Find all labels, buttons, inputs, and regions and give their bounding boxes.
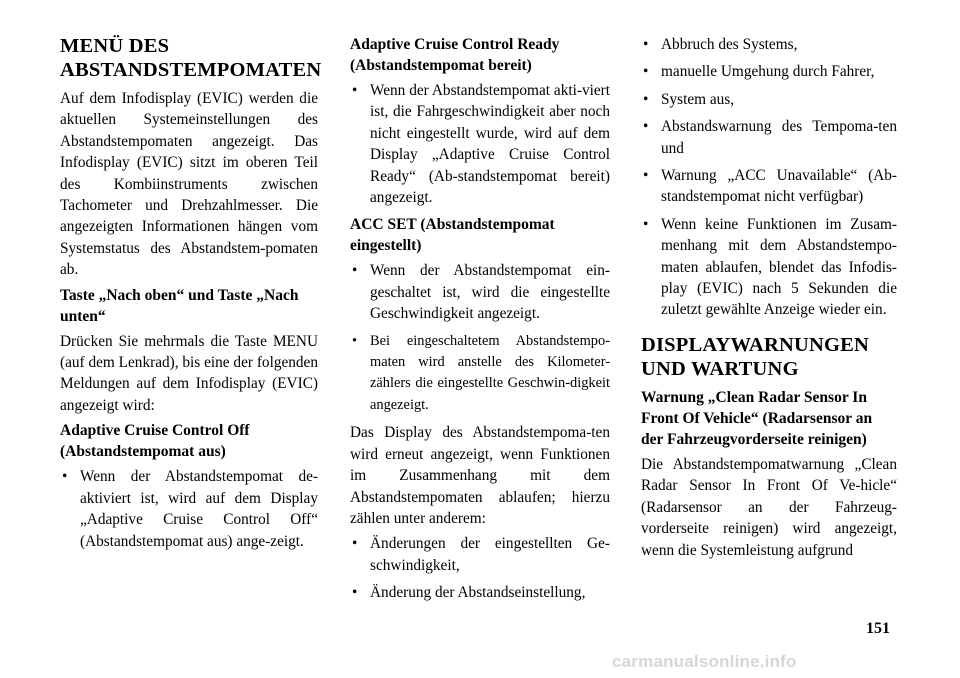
menu-instructions: Drücken Sie mehrmals die Taste MENU (auf dem Lenkrad), bis eine der folgenden Meldungen auf dem Infodisplay (EVIC) angezeigt wird: xyxy=(60,332,318,414)
section-title-warnings: DISPLAYWARNUNGEN UND WARTUNG xyxy=(641,333,869,380)
list-item: • System aus, xyxy=(641,89,897,110)
list-item: • manuelle Umgehung durch Fahrer, xyxy=(641,61,897,82)
list-item: • Bei eingeschaltetem Abstandstempo-maten wird anstelle des Kilometer-zählers die eingestellte Geschwin-digkeit angezeigt. xyxy=(350,331,610,417)
list-item: • Abstandswarnung des Tempoma-ten und xyxy=(641,116,897,159)
page-number: 151 xyxy=(866,620,890,637)
list-item: • Wenn der Abstandstempomat ein-geschaltet ist, wird die eingestellte Geschwindigkeit angezeigt. xyxy=(350,260,610,324)
subheading-up-down: Taste „Nach oben“ und Taste „Nach unten“ xyxy=(60,286,299,325)
watermark: carmanualsonline.info xyxy=(612,652,797,671)
list-item: • Wenn keine Funktionen im Zusam-menhang mit dem Abstandstempo-maten ablaufen, blendet das Infodis-play (EVIC) nach 5 Sekunden die zuletzt gewählte Anzeige wieder ein. xyxy=(641,214,897,321)
intro-paragraph: Auf dem Infodisplay (EVIC) werden die aktuellen Systemeinstellungen des Abstandstempomaten angezeigt. Das Infodisplay (EVIC) sitzt im oberen Teil des Kombiinstruments zwischen Tachometer und Drehzahlmesser. Die angezeigten Informationen hängen vom Systemstatus des Abstandstem-pomaten ab. xyxy=(60,90,318,279)
list-item: • Abbruch des Systems, xyxy=(641,34,897,55)
acc-set-list xyxy=(350,260,610,416)
heading-acc-off: Adaptive Cruise Control Off (Abstandstempomat aus) xyxy=(60,422,250,461)
heading-acc-set: ACC SET (Abstandstempomat eingestellt) xyxy=(350,216,555,255)
function-list xyxy=(350,533,610,603)
column-3 xyxy=(641,34,897,565)
heading-clean-radar: Warnung „Clean Radar Sensor In Front Of Vehicle“ (Radarsensor an der Fahrzeugvorderseite reinigen) xyxy=(641,388,873,448)
redisplay-paragraph: Das Display des Abstandstempoma-ten wird erneut angezeigt, wenn Funktionen im Zusammenhang mit dem Abstandstempomaten ablaufen; hierzu zählen unter anderem: xyxy=(350,424,610,527)
list-item: • Wenn der Abstandstempomat de-aktiviert ist, wird auf dem Display „Adaptive Cruise Control Off“ (Abstandstempomat aus) ange-zeigt. xyxy=(60,466,318,552)
acc-off-list xyxy=(60,466,318,552)
column-1 xyxy=(60,34,322,558)
heading-acc-ready: Adaptive Cruise Control Ready (Abstandstempomat bereit) xyxy=(350,36,560,74)
column-2 xyxy=(350,34,610,610)
list-item: • Änderungen der eingestellten Ge-schwindigkeit, xyxy=(350,533,610,576)
function-list-continued xyxy=(641,34,897,321)
acc-ready-list xyxy=(350,80,610,208)
list-item: • Änderung der Abstandseinstellung, xyxy=(350,582,610,603)
list-item: • Warnung „ACC Unavailable“ (Ab-standstempomat nicht verfügbar) xyxy=(641,165,897,208)
section-title: MENÜ DES ABSTANDSTEMPOMATEN xyxy=(60,35,322,81)
list-item: • Wenn der Abstandstempomat akti-viert ist, die Fahrgeschwindigkeit aber noch nicht eingestellt wurde, wird auf dem Display „Adaptive Cruise Control Ready“ (Ab-standstempomat bereit) angezeigt. xyxy=(350,80,610,208)
radar-paragraph: Die Abstandstempomatwarnung „Clean Radar Sensor In Front Of Ve-hicle“ (Radarsensor an der Fahrzeug-vorderseite reinigen) wird angezeigt, wenn die Systemleistung aufgrund xyxy=(641,455,897,559)
